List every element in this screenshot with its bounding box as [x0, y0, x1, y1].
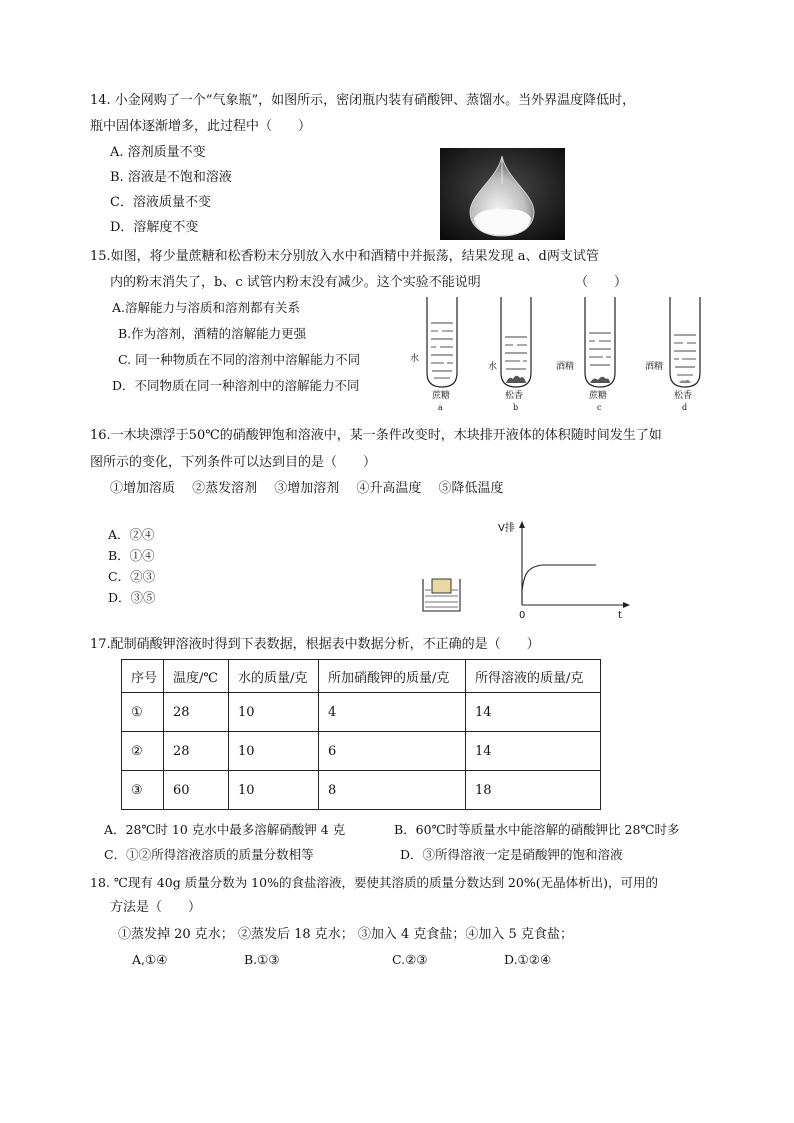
q17-option-b: B．60℃时等质量水中能溶解的硝酸钾比 28℃时多 [394, 822, 680, 837]
q18-methods: ①蒸发掉 20 克水； ②蒸发后 18 克水； ③加入 4 克食盐；④加入 5 克食盐； [118, 927, 573, 942]
tube-b-solute-label: 松香 [505, 391, 524, 401]
table-cell: 6 [319, 732, 466, 771]
q14-option-b: B. 溶液是不饱和溶液 [110, 170, 232, 185]
q18-option-c: C.②③ [392, 952, 428, 967]
table-cell: 14 [466, 732, 601, 771]
q16-option-d: D．③⑤ [108, 590, 156, 605]
table-header-cell: 水的质量/克 [229, 660, 319, 693]
q18-stem-line1: 18. ℃现有 40g 质量分数为 10%的食盐溶液，要使其溶质的质量分数达到 20%(无晶体析出)，可用的 [90, 875, 658, 890]
table-cell: 10 [229, 732, 319, 771]
tube-b-letter: b [513, 403, 519, 412]
q15-option-a: A.溶解能力与溶质和溶剂都有关系 [112, 300, 301, 315]
test-tube-c [584, 297, 616, 389]
graph-origin-label: 0 [519, 610, 526, 621]
tube-a-solvent-label: 水 [410, 354, 420, 364]
q17-option-a: A．28℃时 10 克水中最多溶解硝酸钾 4 克 [104, 822, 346, 837]
table-cell: 18 [466, 771, 601, 810]
tube-d-solute-label: 松香 [674, 391, 693, 401]
table-cell: 10 [229, 693, 319, 732]
q18-option-d: D.①②④ [504, 952, 552, 967]
q17-option-d: D．③所得溶液一定是硝酸钾的饱和溶液 [400, 847, 623, 862]
q15-stem-line1: 15.如图，将少量蔗糖和松香粉末分别放入水中和酒精中并振荡，结果发现 a、d两支试管 [90, 249, 599, 264]
table-cell: ③ [122, 771, 164, 810]
tube-c-solvent-label: 酒精 [556, 362, 575, 372]
table-cell: ② [122, 732, 164, 771]
table-cell: 28 [164, 732, 229, 771]
q15-option-b: B.作为溶剂，酒精的溶解能力更强 [118, 326, 307, 341]
graph-x-axis-label: t [618, 610, 622, 621]
q18-option-a: A,①④ [132, 952, 168, 967]
q15-option-c: C. 同一种物质在不同的溶剂中溶解能力不同 [118, 352, 361, 367]
table-row [122, 732, 601, 771]
tube-c-letter: c [597, 403, 602, 412]
table-header-cell: 所加硝酸钾的质量/克 [319, 660, 466, 693]
q15-stem-line2: 内的粉末消失了，b、c 试管内粉末没有减少。这个实验不能说明 [110, 275, 481, 290]
tube-a-solute-label: 蔗糖 [432, 391, 451, 401]
test-tube-a [426, 297, 458, 389]
q16-conditions: ①增加溶质 ②蒸发溶剂 ③增加溶剂 ④升高温度 ⑤降低温度 [110, 481, 504, 496]
test-tube-d [669, 297, 701, 389]
table-cell: 28 [164, 693, 229, 732]
table-cell: ① [122, 693, 164, 732]
table-header-cell: 温度/℃ [164, 660, 229, 693]
q16-option-b: B．①④ [108, 548, 155, 563]
table-header-row [122, 660, 601, 693]
table-cell: 60 [164, 771, 229, 810]
tube-a-letter: a [438, 403, 443, 412]
volume-time-graph [494, 519, 634, 625]
table-row [122, 771, 601, 810]
table-cell: 10 [229, 771, 319, 810]
table-cell: 14 [466, 693, 601, 732]
q15-answer-bracket: （ ） [575, 275, 628, 290]
q14-stem-line2: 瓶中固体逐渐增多，此过程中（ ） [90, 119, 312, 134]
q17-stem: 17.配制硝酸钾溶液时得到下表数据，根据表中数据分析，不正确的是（ ） [90, 637, 540, 652]
tube-c-solute-label: 蔗糖 [589, 391, 608, 401]
table-cell: 4 [319, 693, 466, 732]
q14-option-d: D．溶解度不变 [110, 220, 199, 235]
q15-option-d: D．不同物质在同一种溶剂中的溶解能力不同 [112, 378, 360, 393]
tube-d-letter: d [682, 403, 688, 412]
q16-option-c: C．②③ [108, 569, 156, 584]
q18-stem-line2: 方法是（ ） [110, 900, 202, 915]
q16-option-a: A．②④ [108, 527, 155, 542]
graph-y-axis-label: V排 [498, 523, 515, 534]
q14-option-c: C．溶液质量不变 [110, 195, 211, 210]
table-header-cell: 所得溶液的质量/克 [466, 660, 601, 693]
q16-stem-line2: 图所示的变化，下列条件可以达到目的是（ ） [90, 455, 377, 470]
beaker-with-block [422, 575, 462, 613]
table-header-cell: 序号 [122, 660, 164, 693]
table-cell: 8 [319, 771, 466, 810]
tube-b-solvent-label: 水 [488, 362, 498, 372]
q16-stem-line1: 16.一木块漂浮于50℃的硝酸钾饱和溶液中，某一条件改变时，木块排开液体的体积随时间发生了如 [90, 428, 662, 443]
q17-option-c: C．①②所得溶液溶质的质量分数相等 [104, 847, 314, 862]
q14-stem-line1: 14. 小金网购了一个“气象瓶”，如图所示，密闭瓶内装有硝酸钾、蒸馏水。当外界温度降低时， [90, 93, 636, 108]
tube-d-solvent-label: 酒精 [645, 362, 664, 372]
table-row [122, 693, 601, 732]
q14-option-a: A. 溶剂质量不变 [110, 145, 206, 160]
q18-option-b: B.①③ [244, 952, 280, 967]
q17-data-table [121, 659, 601, 810]
test-tube-b [500, 297, 532, 389]
storm-glass-photo [440, 148, 565, 240]
